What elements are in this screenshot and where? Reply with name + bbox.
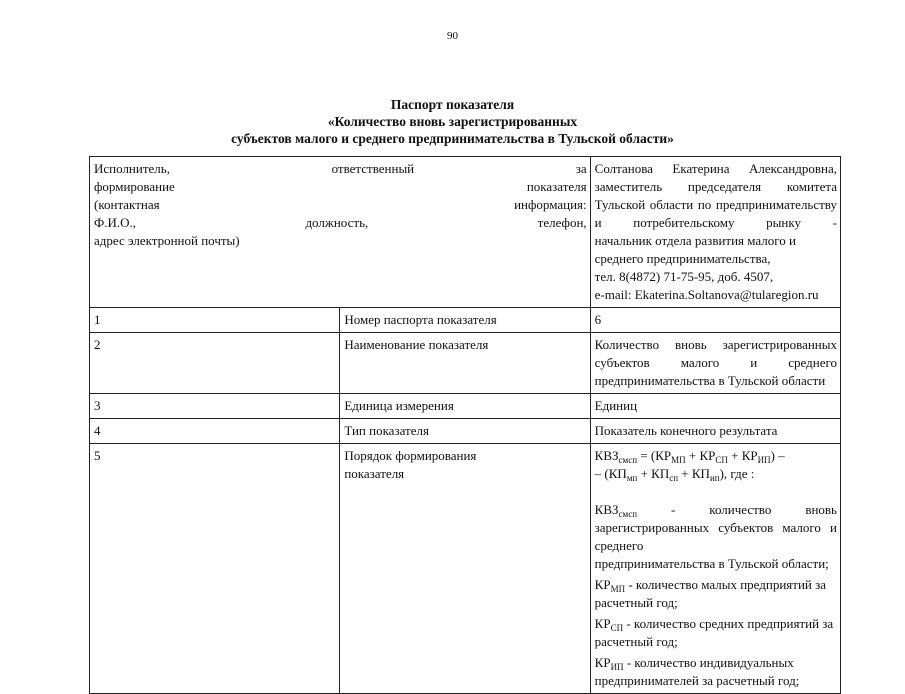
executor-label-line: формирование показателя xyxy=(94,179,587,194)
row-name: Тип показателя xyxy=(340,419,590,444)
formula-sub: СП xyxy=(715,455,728,465)
row-value-line: предпринимательства в Тульской области xyxy=(594,373,826,388)
definition-text: - количество малых предприятий за расчетный год; xyxy=(594,577,827,610)
document-title xyxy=(0,96,905,147)
executor-label-cell xyxy=(90,157,591,308)
row-value-line: Количество вновь зарегистрированных субъектов малого и среднего xyxy=(594,337,837,370)
definition-sub: МП xyxy=(610,584,626,594)
table-row-formula xyxy=(90,444,841,694)
executor-value-cell xyxy=(590,157,840,308)
row-value: 6 xyxy=(590,308,840,333)
definition-text: - количество вновь зарегистрированных субъектов малого и среднего xyxy=(594,502,837,553)
row-number: 2 xyxy=(90,333,340,394)
table-row xyxy=(90,419,841,444)
row-name: Наименование показателя xyxy=(340,333,590,394)
definition-term: КР xyxy=(594,655,611,670)
row-name: Номер паспорта показателя xyxy=(340,308,590,333)
formula-op: + xyxy=(685,448,700,463)
row-name-line: Порядок формирования xyxy=(344,448,477,463)
executor-label-line: Исполнитель, ответственный за xyxy=(94,161,587,176)
executor-value-line: Тульской области по предпринимательству и потребительскому рынку - xyxy=(594,197,837,230)
formula-op: ), где : xyxy=(719,466,755,481)
formula-op: + xyxy=(637,466,652,481)
formula-sub: сп xyxy=(669,473,679,483)
executor-value-line: тел. 8(4872) 71-75-95, доб. 4507, xyxy=(594,269,774,284)
executor-value-line: Солтанова Екатерина Александровна, заместитель председателя комитета xyxy=(594,161,837,194)
definition-text: - количество средних предприятий за расчетный год; xyxy=(594,616,834,649)
definition-term: КР xyxy=(594,616,611,631)
formula-op: + xyxy=(678,466,692,481)
title-line-1: Паспорт показателя xyxy=(390,97,515,112)
formula-term: КР xyxy=(655,448,672,463)
formula-sub: МП xyxy=(671,455,686,465)
formula-op: = ( xyxy=(637,448,656,463)
row-name xyxy=(340,444,590,694)
formula-sub: смсп xyxy=(618,455,638,465)
definition-line xyxy=(595,501,837,555)
definition-line: предпринимательства в Тульской области; xyxy=(594,556,829,571)
definition-line xyxy=(595,576,837,612)
definition-sub: СП xyxy=(610,623,624,633)
executor-label-line: (контактная информация: xyxy=(94,197,587,212)
row-number: 1 xyxy=(90,308,340,333)
title-line-2: «Количество вновь зарегистрированных xyxy=(327,114,578,129)
formula-sub: мп xyxy=(626,473,638,483)
formula-term: КП xyxy=(691,466,710,481)
formula-op: + xyxy=(727,448,742,463)
formula-cell xyxy=(590,444,840,694)
formula-line-1 xyxy=(595,447,837,465)
executor-email: e-mail: Ekaterina.Soltanova@tularegion.ru xyxy=(594,287,819,302)
definition-term: КР xyxy=(594,577,611,592)
formula-spacer xyxy=(595,483,837,501)
table-row xyxy=(90,394,841,419)
executor-label-line: адрес электронной почты) xyxy=(94,233,240,248)
formula-term: КВЗ xyxy=(594,448,619,463)
definition-sub: смсп xyxy=(618,509,638,519)
definition-line xyxy=(595,654,837,690)
formula-sub: ИП xyxy=(757,455,771,465)
row-name-line: показателя xyxy=(344,466,405,481)
row-value xyxy=(590,333,840,394)
row-name: Единица измерения xyxy=(340,394,590,419)
table-row xyxy=(90,333,841,394)
formula-op: – ( xyxy=(594,466,609,481)
table-row-executor xyxy=(90,157,841,308)
row-number: 3 xyxy=(90,394,340,419)
title-line-3: субъектов малого и среднего предпринимательства в Тульской области» xyxy=(231,131,674,146)
row-value: Показатель конечного результата xyxy=(590,419,840,444)
row-value: Единиц xyxy=(590,394,840,419)
definition-sub: ИП xyxy=(610,662,624,672)
formula-term: КР xyxy=(699,448,716,463)
formula-term: КР xyxy=(741,448,758,463)
formula-term: КП xyxy=(608,466,627,481)
table-row xyxy=(90,308,841,333)
formula-line-2 xyxy=(595,465,837,483)
definition-text: - количество индивидуальных предпринимателей за расчетный год; xyxy=(594,655,800,688)
definition-line xyxy=(595,615,837,651)
page-number: 90 xyxy=(447,30,458,42)
formula-term: КП xyxy=(651,466,670,481)
executor-label-line: Ф.И.О., должность, телефон, xyxy=(94,215,587,230)
formula-sub: ип xyxy=(709,473,720,483)
passport-table xyxy=(89,156,841,694)
row-number: 5 xyxy=(90,444,340,694)
definition-term: КВЗ xyxy=(594,502,619,517)
formula-op: ) – xyxy=(770,448,785,463)
row-number: 4 xyxy=(90,419,340,444)
executor-value-line: начальник отдела развития малого и среднего предпринимательства, xyxy=(594,233,797,266)
